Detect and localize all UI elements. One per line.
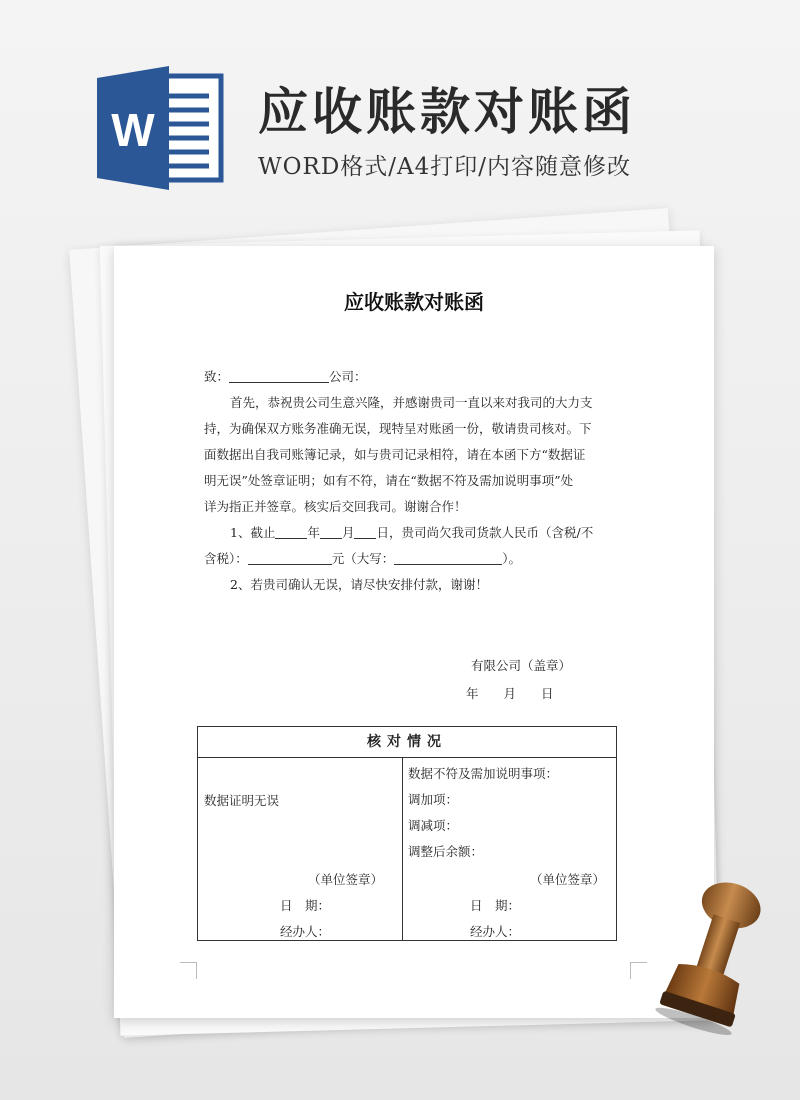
paragraph-line: 明无误”处签章证明；如有不符，请在“数据不符及需加说明事项”处 xyxy=(204,473,574,488)
paragraph-line: 首先，恭祝贵公司生意兴隆，并感谢贵司一直以来对我司的大力支 xyxy=(230,395,593,410)
balance-label: 调整后余额： xyxy=(408,844,484,859)
right-date-label: 日 期： xyxy=(470,898,521,913)
yuan-label: 元（大写： xyxy=(331,551,395,566)
item-2-line: 2、若贵司确认无误，请尽快安排付款，谢谢！ xyxy=(230,577,488,592)
document-page xyxy=(114,246,714,1018)
amount-words-blank[interactable] xyxy=(394,548,502,565)
addressee-line xyxy=(204,364,624,390)
to-suffix: 公司： xyxy=(329,369,367,384)
item-1-line-2 xyxy=(204,546,624,572)
item1-close: ）。 xyxy=(502,551,522,566)
signature-date-line: 年 月 日 xyxy=(466,686,554,701)
crop-mark-left xyxy=(180,962,197,979)
banner-title: 应收账款对账函 xyxy=(258,83,636,141)
left-handler-label: 经办人： xyxy=(280,924,331,939)
document-title: 应收账款对账函 xyxy=(344,290,484,314)
reduce-item-label: 调减项： xyxy=(408,818,459,833)
month-blank[interactable] xyxy=(320,522,342,539)
verification-table xyxy=(197,726,617,941)
paragraph-line: 详为指正并签章。核实后交回我司。谢谢合作！ xyxy=(204,499,467,514)
paragraph-line: 面数据出自我司账簿记录，如与贵司记录相符，请在本函下方“数据证 xyxy=(204,447,586,462)
year-label: 年 xyxy=(307,525,320,540)
year-blank[interactable] xyxy=(275,522,307,539)
confirm-text: 数据证明无误 xyxy=(204,793,280,808)
mismatch-cell xyxy=(402,758,616,940)
item-1-line xyxy=(204,520,624,546)
right-seal-label: （单位签章） xyxy=(530,872,606,887)
company-seal-line: 有限公司（盖章） xyxy=(471,658,572,673)
crop-mark-right xyxy=(630,962,647,979)
table-header: 核对情况 xyxy=(198,727,616,758)
month-label: 月 xyxy=(341,525,355,540)
add-item-label: 调加项： xyxy=(408,792,459,807)
wooden-stamp-icon xyxy=(652,878,772,1038)
left-seal-label: （单位签章） xyxy=(308,872,384,887)
logo-letter: W xyxy=(111,104,155,156)
company-blank[interactable] xyxy=(229,366,329,383)
letter-body xyxy=(204,364,624,598)
to-prefix: 致： xyxy=(204,369,230,384)
confirm-cell xyxy=(198,758,403,940)
day-label: 日，贵司尚欠我司货款人民币（含税/不 xyxy=(376,525,594,540)
item1-prefix: 1、截止 xyxy=(230,525,276,540)
day-blank[interactable] xyxy=(354,522,376,539)
banner-subtitle: WORD格式/A4打印/内容随意修改 xyxy=(258,154,631,180)
word-logo-icon xyxy=(97,66,225,190)
amount-blank[interactable] xyxy=(248,548,332,565)
paragraph-line: 持，为确保双方账务准确无误，现特呈对账函一份，敬请贵司核对。下 xyxy=(204,421,592,436)
left-date-label: 日 期： xyxy=(280,898,331,913)
mismatch-text: 数据不符及需加说明事项： xyxy=(408,766,559,781)
tax-label: 含税）： xyxy=(204,551,248,566)
right-handler-label: 经办人： xyxy=(470,924,521,939)
